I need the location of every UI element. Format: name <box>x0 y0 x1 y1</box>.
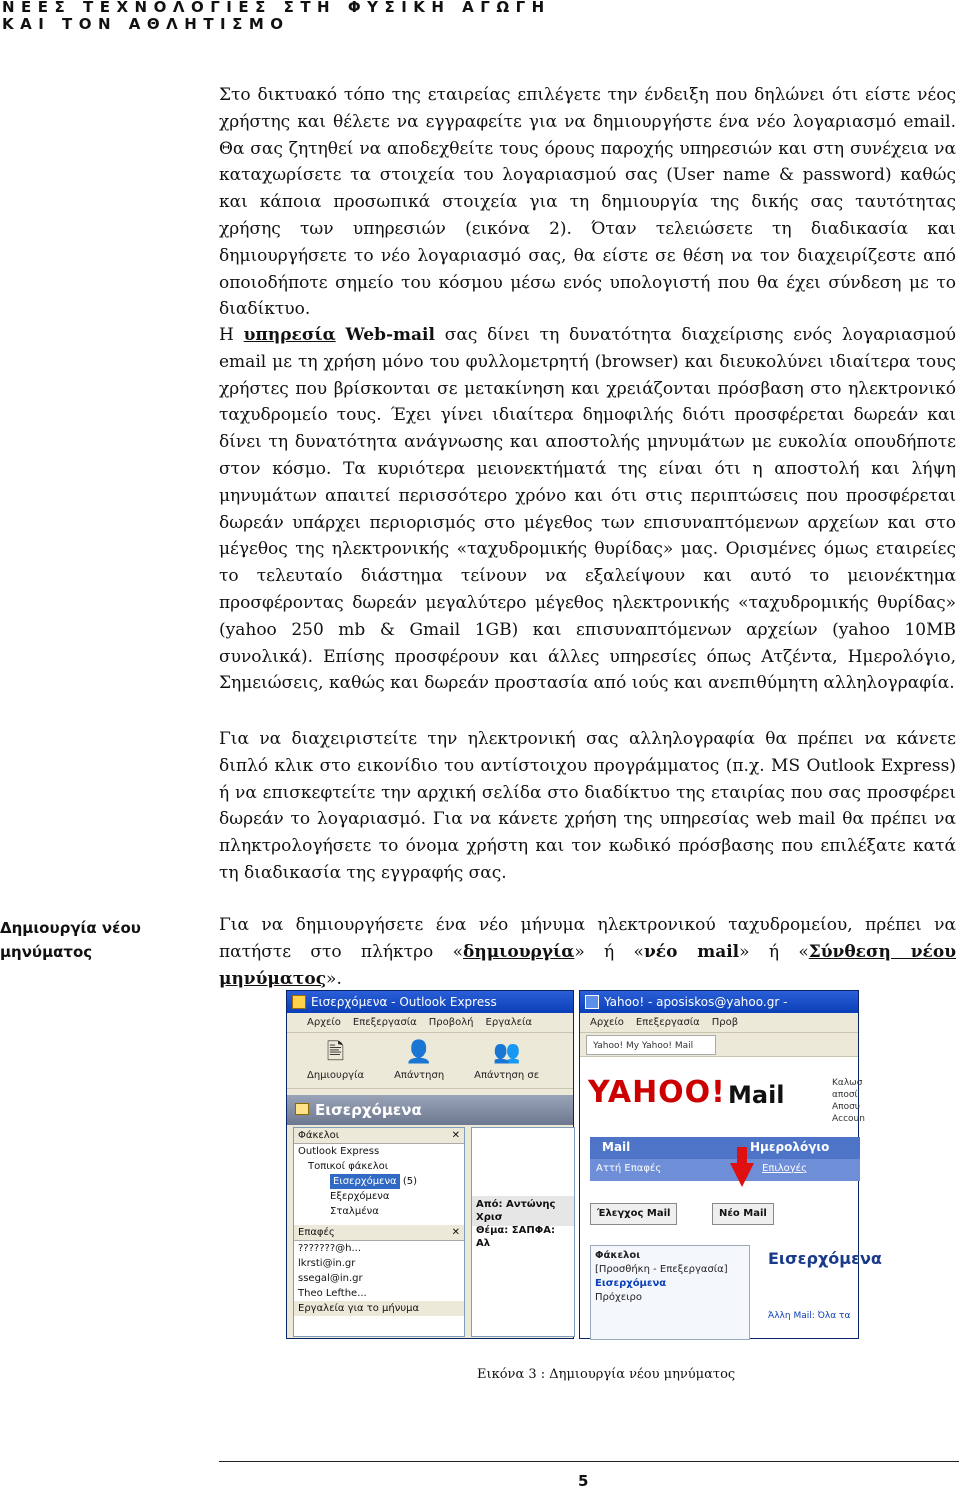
close-icon[interactable]: ✕ <box>451 1227 460 1238</box>
message-subject: Θέμα: ΣΑΠΦΑ: Αλ <box>476 1225 555 1249</box>
outlook-create-label: Δημιουργία <box>307 1070 365 1081</box>
outlook-reply-label: Απάντηση <box>394 1070 445 1081</box>
outlook-message-pane <box>471 1127 575 1337</box>
p4-sep2: » ή « <box>739 941 809 962</box>
reply-all-icon: 👥 <box>492 1040 521 1065</box>
tree-outbox[interactable] <box>294 1189 464 1204</box>
folders-title: Φάκελοι <box>595 1250 641 1261</box>
tree-label: Τοπικοί φάκελοι <box>308 1161 389 1172</box>
outlook-banner-label: Εισερχόμενα <box>315 1101 422 1119</box>
outlook-reply-all-button[interactable] <box>474 1039 539 1088</box>
p2-space <box>336 325 346 345</box>
yahoo-tab[interactable]: Yahoo! My Yahoo! Mail <box>586 1035 716 1055</box>
running-header-line1: ΝΕΕΣ ΤΕΧΝΟΛΟΓΙΕΣ ΣΤΗ ΦΥΣΙΚΗ ΑΓΩΓΗ <box>2 0 551 16</box>
page-number: 5 <box>578 1472 589 1490</box>
folder-drafts[interactable]: Πρόχειρο <box>595 1292 643 1303</box>
yahoo-tabbar <box>580 1033 858 1057</box>
red-arrow-icon <box>730 1163 754 1187</box>
browser-icon <box>585 995 599 1009</box>
yahoo-button-row <box>590 1203 860 1227</box>
running-header-line2: ΚΑΙ ΤΟΝ ΑΘΛΗΤΙΣΜΟ <box>2 15 290 33</box>
check-mail-button[interactable]: Έλεγχος Mail <box>590 1203 677 1225</box>
folder-inbox[interactable]: Εισερχόμενα <box>595 1278 667 1289</box>
outlook-inbox-banner <box>287 1095 573 1125</box>
paragraph-manage-mail: Για να διαχειριστείτε την ηλεκτρονική σας αλληλογραφία θα πρέπει να κάνετε διπλό κλικ στο εικονίδιο του αντίστοιχου προγράμματος (π.χ. MS Outlook Express) ή να επισκεφτείτε την αρχική σελίδα στο διαδίκτυο της εταιρίας που σας προσφέρει δωρεάν το λογαριασμό. Για να κάνετε χρήση της υπηρεσίας web mail θα πρέπει να πληκτρολογήσετε το όνομα χρήστη και τον κωδικό πρόσβασης που επιλέξατε κατά τη διαδικασία της εγγραφής σας. <box>219 729 956 883</box>
yahoo-contacts-link[interactable]: Αττή Επαφές <box>596 1163 662 1174</box>
message-header <box>472 1196 574 1249</box>
outlook-reply-all-label: Απάντηση σε <box>474 1070 540 1081</box>
contact-item[interactable] <box>294 1271 464 1286</box>
tree-outlook-express[interactable] <box>294 1144 464 1159</box>
figure-caption: Εικόνα 3 : Δημιουργία νέου μηνύματος <box>477 1367 736 1382</box>
yahoo-logo: YAHOO! <box>588 1075 726 1110</box>
contact-label: ssegal@in.gr <box>298 1273 363 1284</box>
yahoo-logo-mail: Mail <box>728 1081 785 1109</box>
reply-icon: 👤 <box>405 1040 433 1065</box>
tree-label: Σταλμένα <box>330 1206 379 1217</box>
figure-screenshots <box>286 990 882 1339</box>
contacts-header-label: Επαφές <box>298 1227 335 1238</box>
p2-text: σας δίνει τη δυνατότητα διαχείρισης ενός λογαριασμού email με τη χρήση μόνο του φυλλομετρητή (browser) και διευκολύνει ιδιαίτερα τους χρήστες που βρίσκονται σε μετακίνηση και χρειάζονται πρόσβαση στο ηλεκτρονικό ταχυδρομείο τους. Έχει γίνει ιδιαίτερα δημοφιλής διότι προσφέρεται δωρεάν και δίνει τη δυνατότητα ανάγνωσης και αποστολής μηνυμάτων με ευκολία οπουδήποτε στον κόσμο. Τα κυριότερα μειονεκτήματά της είναι ότι η αποστολή και λήψη μηνυμάτων απαιτεί περισσότερο χρόνο και ότι στις περιπτώσεις που προσφέρεται δωρεάν υπάρχει περιορισμός στο μέγεθος των επισυναπτόμενων αρχείων και στο μέγεθος της ηλεκτρονικής «ταχυδρομικής θυρίδας» μας. Ορισμένες όμως εταιρείες το τελευταίο διάστημα τείνουν να εξαλείψουν και αυτό το μειονέκτημα προσφέροντας δωρεάν μεγαλύτερο μέγεθος ηλεκτρονικής «ταχυδρομικής θυρίδας» (yahoo 250 mb & Gmail 1GB) και επισυναπτόμενων αρχείων (yahoo 10MB συνολικά). Επίσης προσφέρουν και άλλες υπηρεσίες όπως Ατζέντα, Ημερολόγιο, Σημειώσεις, καθώς και δωρεάν προστασία από ιούς και ανεπιθύμητη αλληλογραφία. <box>219 325 957 694</box>
contact-label: lkrsti@in.gr <box>298 1258 356 1269</box>
yahoo-tab-calendar[interactable]: Ημερολόγιο <box>750 1140 830 1154</box>
yahoo-menu-edit[interactable]: Επεξεργασία <box>635 1017 700 1028</box>
close-icon[interactable]: ✕ <box>451 1130 460 1141</box>
contact-label: Theo Lefthe... <box>298 1288 367 1299</box>
outlook-menu-file[interactable]: Αρχείο <box>307 1017 341 1028</box>
contact-item[interactable] <box>294 1286 464 1301</box>
p4-end: ». <box>326 968 342 989</box>
outlook-reply-button[interactable] <box>394 1039 444 1088</box>
side-line: αποσί <box>832 1090 858 1100</box>
folders-header <box>294 1128 464 1144</box>
tree-sent[interactable] <box>294 1204 464 1219</box>
p2-prefix: Η <box>219 325 244 345</box>
yahoo-menu-file[interactable]: Αρχείο <box>590 1017 624 1028</box>
tree-inbox[interactable] <box>294 1174 464 1189</box>
yahoo-titlebar <box>580 991 858 1013</box>
p4-newmail-term: νέο mail <box>643 941 740 962</box>
side-line: Καλωσ <box>832 1078 863 1088</box>
tree-label: Outlook Express <box>298 1146 380 1157</box>
contact-label: ???????@h... <box>298 1243 362 1254</box>
paragraph-webmail <box>219 322 956 697</box>
outlook-app-icon <box>292 995 306 1009</box>
yahoo-inbox-heading: Εισερχόμενα <box>768 1249 882 1268</box>
contacts-header <box>294 1225 464 1241</box>
outlook-menu-edit[interactable]: Επεξεργασία <box>352 1017 417 1028</box>
outlook-menu-view[interactable]: Προβολή <box>428 1017 474 1028</box>
p4-sep1: » ή « <box>574 941 644 962</box>
yahoo-links[interactable]: Άλλη Mail: Όλα τα <box>768 1311 851 1321</box>
yahoo-menu-view[interactable]: Προβ <box>711 1017 739 1028</box>
folders-edit-link[interactable]: [Προσθήκη - Επεξεργασία] <box>595 1264 728 1275</box>
p4-compose-term: Σύνθεση νέου μηνύματος <box>219 941 956 989</box>
status-item <box>294 1301 464 1316</box>
yahoo-sub-bar <box>590 1159 860 1181</box>
yahoo-folder-list <box>590 1245 750 1340</box>
p4-prefix: Για να δημιουργήσετε ένα νέο μήνυμα ηλεκτρονικού ταχυδρομείου, πρέπει να πατήστε στο πλήκτρο « <box>219 915 956 962</box>
inbox-count: (5) <box>402 1176 417 1187</box>
side-line[interactable]: Αποσυ <box>832 1102 860 1112</box>
paragraph-registration: Στο δικτυακό τόπο της εταιρείας επιλέγετε την ένδειξη που δηλώνει ότι είστε νέος χρήστης και θέλετε να εγγραφείτε για να δημιουργήστε ένα νέο λογαριασμό email. Θα σας ζητηθεί να αποδεχθείτε τους όρους παροχής υπηρεσιών και στη συνέχεια να καταχωρίσετε τα στοιχεία του λογαριασμού σας (User name & password) καθώς και κάποια προσωπικά στοιχεία για τη δημιουργία της δικής σας ταυτότητας χρήσης των υπηρεσιών (εικόνα 2). Όταν τελειώσετε τη διαδικασία και δημιουργήσετε το νέο λογαριασμό σας, θα είστε σε θέση να τον διαχειρίζεστε από οποιοδήποτε σημείο του κόσμου μέσω ενός υπολογιστή που θα έχει σύνδεση με το διαδίκτυο. <box>219 85 956 320</box>
side-line[interactable]: Αccoun <box>832 1114 865 1124</box>
tree-local-folders[interactable] <box>294 1159 464 1174</box>
outlook-menubar <box>287 1013 573 1033</box>
paragraph-new-message <box>219 912 956 992</box>
outlook-titlebar <box>287 991 573 1013</box>
yahoo-tab-mail[interactable]: Mail <box>602 1140 631 1154</box>
footer-rule <box>219 1461 959 1462</box>
new-mail-button[interactable]: Νέο Mail <box>712 1203 774 1225</box>
yahoo-window <box>579 990 882 1339</box>
tree-label: Εξερχόμενα <box>330 1191 390 1202</box>
yahoo-menubar <box>580 1013 858 1033</box>
new-message-icon: 🖹 <box>326 1040 345 1065</box>
outlook-toolbar <box>287 1033 573 1089</box>
tree-label: Εισερχόμενα <box>330 1174 400 1189</box>
status-label: Εργαλεία για το μήνυμα <box>298 1303 420 1314</box>
outlook-title: Εισερχόμενα - Outlook Express <box>311 995 497 1009</box>
p4-create-term: δημιουργία <box>463 941 575 962</box>
yahoo-options-link[interactable]: Επιλογές <box>762 1163 807 1174</box>
outlook-window <box>286 990 574 1339</box>
p2-webmail-term: Web-mail <box>345 325 435 345</box>
yahoo-side-text <box>832 1077 865 1125</box>
yahoo-nav-bar <box>590 1137 860 1159</box>
message-from: Από: Αντώνης Χρισ <box>476 1199 556 1223</box>
folders-header-label: Φάκελοι <box>298 1130 340 1141</box>
side-note-new-message: Δημιουργία νέου μηνύματος <box>0 919 141 961</box>
outlook-folder-pane <box>293 1127 465 1337</box>
outlook-menu-tools[interactable]: Εργαλεία <box>485 1017 533 1028</box>
yahoo-title: Yahoo! - aposiskos@yahoo.gr - <box>604 995 788 1009</box>
outlook-create-button[interactable] <box>307 1039 364 1088</box>
p2-service-term: υπηρεσία <box>243 325 336 345</box>
inbox-icon <box>295 1103 309 1115</box>
yahoo-logo-row <box>580 1057 865 1131</box>
contact-item[interactable] <box>294 1241 464 1256</box>
contact-item[interactable] <box>294 1256 464 1271</box>
